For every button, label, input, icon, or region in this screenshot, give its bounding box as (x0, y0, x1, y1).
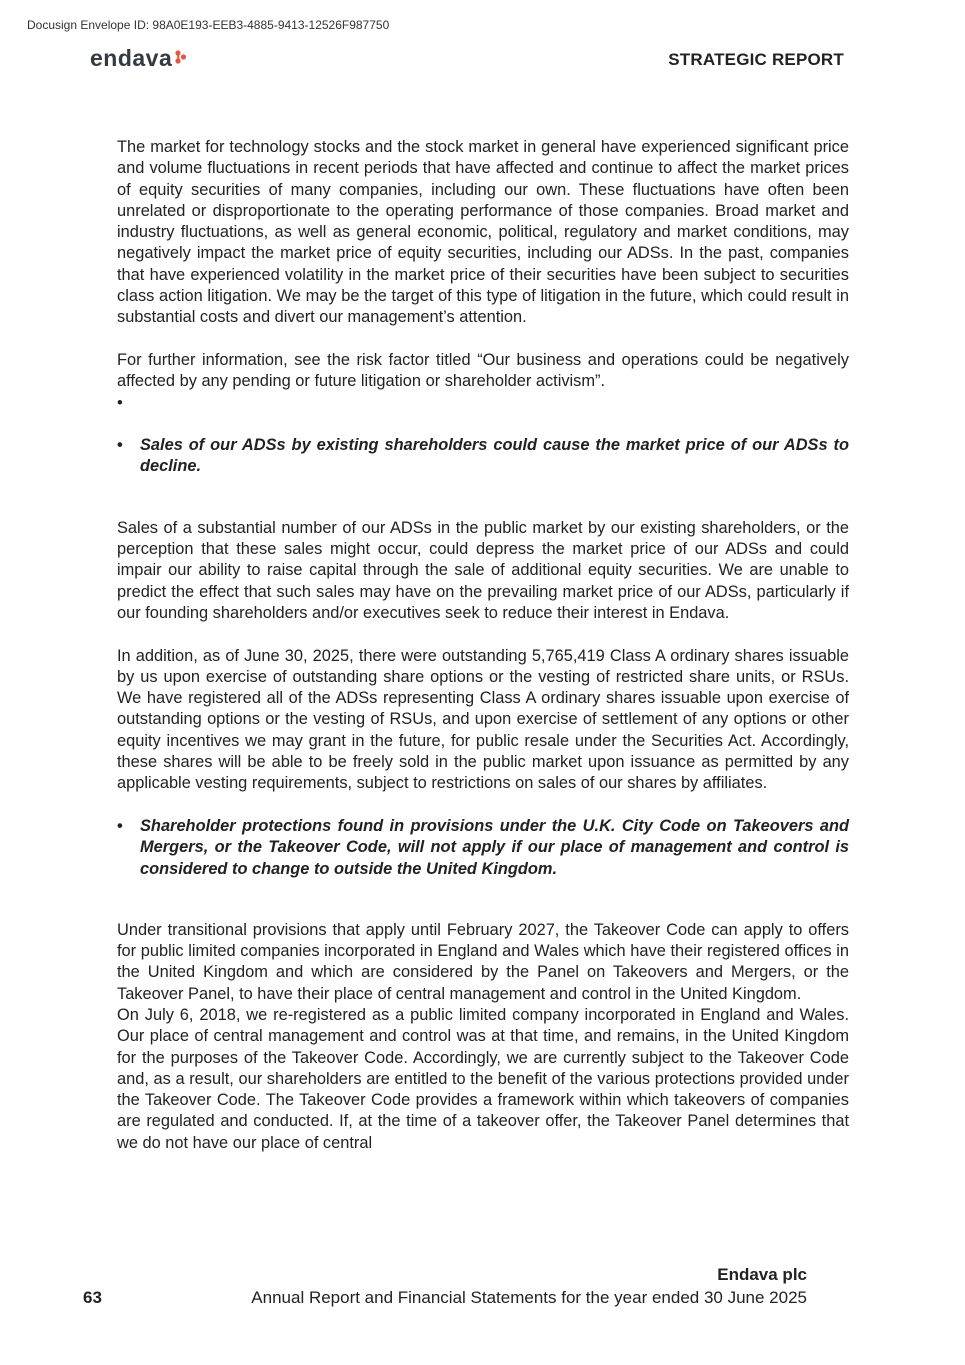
endava-logo-mark-icon (174, 49, 188, 70)
paragraph-further-information: For further information, see the risk factor titled “Our business and operations could be negatively affected by any pending or future litigation or shareholder activism”. (117, 350, 849, 391)
paragraph-market-volatility: The market for technology stocks and the stock market in general have experienced significant price and volume fluctuations in recent periods that have affected and continue to affect the market prices of equity securities of many companies, including our own. These fluctuations have often been unrelated or disproportionate to the operating performance of those companies. Broad market and industry fluctuations, as well as general economic, political, regulatory and market conditions, may negatively impact the market price of equity securities, including our ADSs. In the past, companies that have experienced volatility in the market price of their securities have been subject to securities class action litigation. We may be the target of this type of litigation in the future, which could result in substantial costs and divert our management’s attention. (117, 138, 849, 327)
endava-logo (90, 44, 188, 72)
paragraph-re-registration: On July 6, 2018, we re-registered as a public limited company incorporated in England and Wales. Our place of central management and control was at that time, and remains, in the United Kingdom for the purposes of the Takeover Code. Accordingly, we are currently subject to the Takeover Code and, as a result, our shareholders are entitled to the benefit of the various protections provided under the Takeover Code. The Takeover Code provides a framework within which takeovers of companies are regulated and conducted. If, at the time of a takeover offer, the Takeover Panel determines that we do not have our place of central (117, 1005, 849, 1152)
bullet-icon: • (117, 436, 123, 455)
docusign-envelope-id: Docusign Envelope ID: 98A0E193-EEB3-4885-9413-12526F987750 (27, 18, 390, 32)
empty-bullet (117, 393, 849, 414)
paragraph-ads-sales: Sales of a substantial number of our ADSs in the public market by our existing shareholders, or the perception that these sales might occur, could depress the market price of our ADSs and could impair our ability to raise capital through the sale of additional equity securities. We are unable to predict the effect that such sales may have on the prevailing market price of our ADSs, particularly if our founding shareholders and/or executives seek to reduce their interest in Endava. (117, 518, 849, 622)
section-title: STRATEGIC REPORT (668, 50, 844, 69)
page-number: 63 (83, 1288, 102, 1307)
paragraph-transitional-provisions: Under transitional provisions that apply until February 2027, the Takeover Code can apply to offers for public limited companies incorporated in England and Wales which have their registered offices in the United Kingdom and which are considered by the Panel on Takeovers and Mergers, or the Takeover Panel, to have their place of central management and control in the United Kingdom. (117, 920, 849, 1003)
body-content (117, 137, 849, 1154)
bullet-icon: • (117, 816, 123, 835)
paragraph-outstanding-shares: In addition, as of June 30, 2025, there were outstanding 5,765,419 Class A ordinary shares issuable by us upon exercise of outstanding share options or the vesting of restricted share units, or RSUs. We have registered all of the ADSs representing Class A ordinary shares issuable upon exercise of outstanding options or the vesting of RSUs, and upon exercise of settlement of any options or other equity incentives we may grant in the future, for public resale under the Securities Act. Accordingly, these shares will be able to be freely sold in the public market upon issuance as permitted by any applicable vesting requirements, subject to restrictions on sales of our shares by affiliates. (117, 646, 849, 793)
risk-heading-text: Sales of our ADSs by existing shareholders could cause the market price of our ADSs to decline. (140, 436, 849, 476)
footer-company-name: Endava plc (717, 1265, 807, 1284)
risk-heading-text: Shareholder protections found in provisions under the U.K. City Code on Takeovers and Mergers, or the Takeover Code, will not apply if our place of management and control is considered to change to outside the United Kingdom. (140, 816, 849, 878)
logo-wordmark: endava (90, 44, 173, 71)
risk-heading-ads-sales (117, 435, 849, 478)
footer-report-title: Annual Report and Financial Statements for the year ended 30 June 2025 (251, 1288, 807, 1307)
risk-heading-takeover-code (117, 816, 849, 880)
